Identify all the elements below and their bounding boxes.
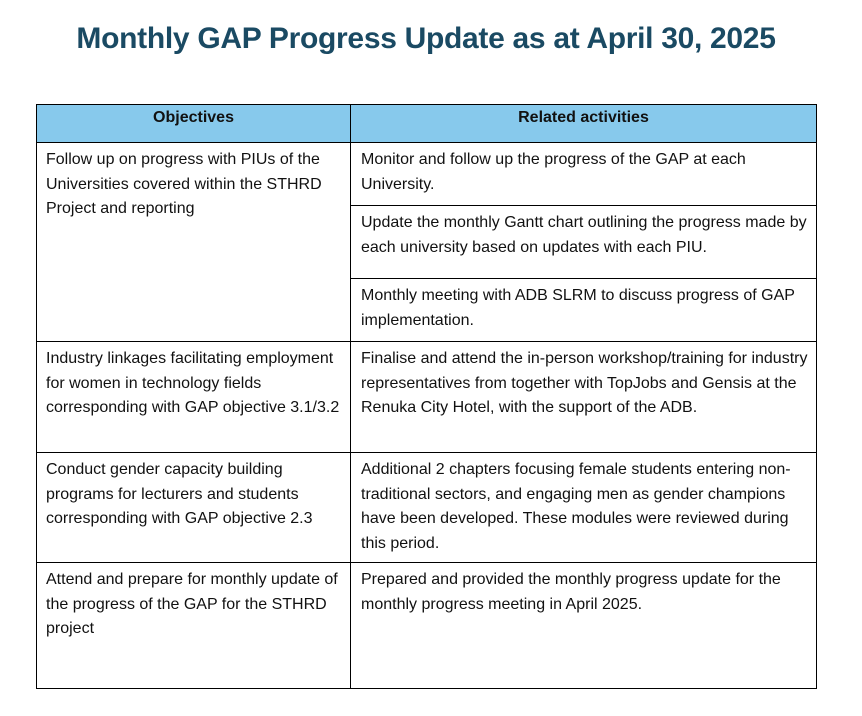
activity-cell: Finalise and attend the in-person workshop/training for industry representatives from together with TopJobs and Gensis at the Renuka City Hotel, with the support of the ADB.: [351, 342, 817, 453]
table-row: [37, 563, 817, 689]
activities-header: Related activities: [351, 105, 817, 143]
objective-cell: Industry linkages facilitating employment for women in technology fields corresponding with GAP objective 3.1/3.2: [37, 342, 351, 453]
objective-cell: Follow up on progress with PIUs of the Universities covered within the STHRD Project and reporting: [37, 143, 351, 342]
activity-cell: Monthly meeting with ADB SLRM to discuss progress of GAP implementation.: [351, 279, 817, 342]
table-row: [37, 143, 817, 206]
activity-cell: Monitor and follow up the progress of the GAP at each University.: [351, 143, 817, 206]
objective-cell: Conduct gender capacity building programs for lecturers and students corresponding with GAP objective 2.3: [37, 453, 351, 563]
table-header-row: [37, 105, 817, 143]
activity-cell: Update the monthly Gantt chart outlining the progress made by each university based on updates with each PIU.: [351, 206, 817, 279]
table-row: [37, 453, 817, 563]
gap-progress-table: [36, 104, 817, 689]
activity-cell: Prepared and provided the monthly progress update for the monthly progress meeting in April 2025.: [351, 563, 817, 689]
objectives-header: Objectives: [37, 105, 351, 143]
activity-cell: Additional 2 chapters focusing female students entering non-traditional sectors, and engaging men as gender champions have been developed. These modules were reviewed during this period.: [351, 453, 817, 563]
page-title: Monthly GAP Progress Update as at April 30, 2025: [76, 22, 776, 55]
objective-cell: Attend and prepare for monthly update of the progress of the GAP for the STHRD project: [37, 563, 351, 689]
table-row: [37, 342, 817, 453]
